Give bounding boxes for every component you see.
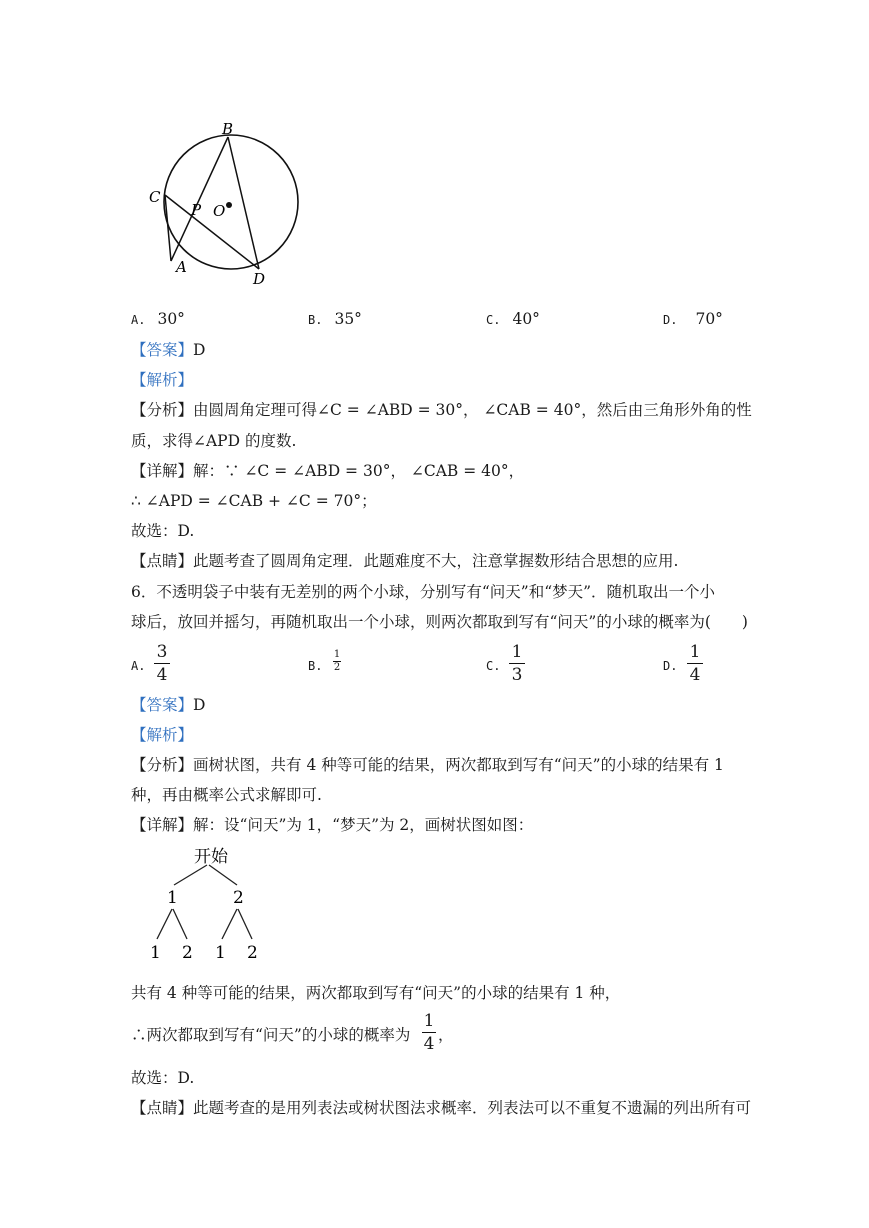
tree-edge xyxy=(173,909,187,939)
label-p: P xyxy=(191,201,202,219)
q5-analysis-tag: 【解析】 xyxy=(131,371,194,389)
q6-option-a: A. xyxy=(131,659,146,673)
tree-leaf: 2 xyxy=(182,943,193,963)
q5-option-a: A. 30° xyxy=(131,310,185,328)
tree-leaf: 1 xyxy=(215,943,226,963)
q6-xiangjie-line1: 【详解】解：设“问天”为 1，“梦天”为 2，画树状图如图： xyxy=(131,816,534,834)
q6-option-a-fraction: 3 4 xyxy=(153,641,171,686)
label-o: O xyxy=(213,202,226,220)
tree-edge xyxy=(222,909,237,939)
chord-ad xyxy=(171,137,228,261)
q5-answer: 【答案】D xyxy=(131,341,206,359)
circle-geometry-figure xyxy=(140,115,310,290)
tree-node-2: 2 xyxy=(233,888,244,908)
q5-option-b: B. 35° xyxy=(308,310,362,328)
q5-fenxi-line1: 【分析】由圆周角定理可得∠C = ∠ABD = 30°， ∠CAB = 40°，然后由三角形外角的性 xyxy=(131,401,752,419)
tree-node-1: 1 xyxy=(167,888,178,908)
q6-stem-line2: 球后，放回并摇匀，再随机取出一个小球，则两次都取到写有“问天”的小球的概率为( ) xyxy=(131,613,748,631)
label-d: D xyxy=(253,270,266,288)
center-point xyxy=(226,202,232,208)
circle-o xyxy=(164,135,298,269)
q6-option-b: B. xyxy=(308,659,323,673)
label-a: A xyxy=(176,258,187,276)
q6-option-d-fraction: 1 4 xyxy=(686,641,704,686)
q5-xiangjie-line1: 【详解】解：∵ ∠C = ∠ABD = 30°， ∠CAB = 40°， xyxy=(131,462,525,480)
tree-diagram xyxy=(145,842,275,967)
tree-edge xyxy=(238,909,252,939)
q6-option-b-fraction: 1 2 xyxy=(333,649,341,673)
q6-dianjing: 【点睛】此题考查的是用列表法或树状图法求概率．列表法可以不重复不遗漏的列出所有可 xyxy=(131,1099,752,1117)
q5-fenxi-line2: 质，求得∠APD 的度数. xyxy=(131,432,297,450)
tree-leaf: 1 xyxy=(150,943,161,963)
q6-stem-line1: 6．不透明袋子中装有无差别的两个小球，分别写有“问天”和“梦天”．随机取出一个小 xyxy=(131,583,716,601)
q6-prob-fraction: 1 4 xyxy=(423,1011,435,1054)
q6-option-c: C. xyxy=(486,659,501,673)
q5-dianjing: 【点睛】此题考查了圆周角定理．此题难度不大，注意掌握数形结合思想的应用. xyxy=(131,552,679,570)
tree-edge xyxy=(174,865,207,885)
q6-answer: 【答案】D xyxy=(131,696,206,714)
label-c: C xyxy=(149,188,161,206)
q6-analysis-tag: 【解析】 xyxy=(131,726,194,744)
q6-option-c-fraction: 1 3 xyxy=(508,641,526,686)
tree-leaf: 2 xyxy=(247,943,258,963)
tree-edge xyxy=(209,865,237,885)
tree-edge xyxy=(157,909,172,939)
q6-option-d: D. xyxy=(663,659,678,673)
q6-choose: 故选：D. xyxy=(131,1069,195,1087)
q5-choose: 故选：D. xyxy=(131,522,195,540)
q6-prob-suffix: ， xyxy=(438,1026,454,1044)
q6-prob-line: ∴两次都取到写有“问天”的小球的概率为 xyxy=(131,1026,411,1044)
q5-xiangjie-line2: ∴ ∠APD = ∠CAB + ∠C = 70°； xyxy=(131,492,377,510)
label-b: B xyxy=(222,120,234,138)
q6-fenxi-line2: 种，再由概率公式求解即可. xyxy=(131,786,322,804)
q6-result-line: 共有 4 种等可能的结果，两次都取到写有“问天”的小球的结果有 1 种， xyxy=(131,984,621,1002)
tree-root: 开始 xyxy=(194,847,228,867)
q5-option-c: C. 40° xyxy=(486,310,540,328)
q6-fenxi-line1: 【分析】画树状图，共有 4 种等可能的结果，两次都取到写有“问天”的小球的结果有 1 xyxy=(131,756,724,774)
q5-option-d: D. 70° xyxy=(663,310,723,328)
